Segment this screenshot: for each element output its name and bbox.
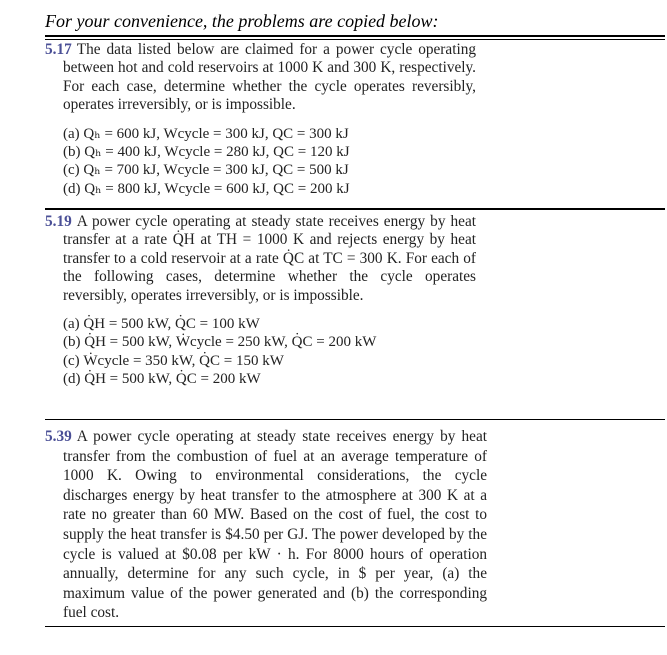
case-d: (d) Qₕ = 800 kJ, Wcycle = 600 kJ, QC = 200 kJ [63, 180, 350, 197]
case-d: (d) Q̇H = 500 kW, Q̇C = 200 kW [63, 371, 261, 388]
case-b: (b) Q̇H = 500 kW, Ẇcycle = 250 kW, Q̇C = 200 kW [63, 334, 377, 351]
problem-5-19-cases [63, 315, 476, 389]
header-rule-bottom [45, 39, 665, 40]
case-c: (c) Ẇcycle = 350 kW, Q̇C = 150 kW [63, 352, 284, 369]
case-b: (b) Qₕ = 400 kJ, Wcycle = 280 kJ, QC = 120 kJ [63, 144, 350, 161]
problem-number: 5.39 [45, 428, 72, 445]
header-rule-top [45, 35, 665, 37]
problem-5-17-cases [63, 125, 476, 199]
problem-number: 5.19 [45, 213, 72, 230]
problem-text: A power cycle operating at steady state receives energy by heat transfer from the combustion of fuel at an average temperature of 1000 K. Owing to environmental considerations, the cycle discharges energy by heat transfer to the atmosphere at 300 K at a rate no greater than 60 MW. Based on the cost of fuel, the cost to supply the heat transfer is $4.50 per GJ. The power developed by the cycle is valued at $0.08 per kW · h. For 8000 hours of operation annually, determine for any such cycle, in $ per year, (a) the maximum value of the power generated and (b) the corresponding fuel cost. [63, 428, 487, 622]
problem-number: 5.17 [45, 41, 72, 58]
problem-5-39-statement [45, 427, 487, 623]
problem-5-19 [45, 213, 476, 389]
case-a: (a) Q̇H = 500 kW, Q̇C = 100 kW [63, 316, 260, 333]
problem-text: The data listed below are claimed for a power cycle operating between hot and cold reservoirs at 1000 K and 300 K, respectively. For each case, determine whether the cycle operates reversibly, operates irreversibly, or is impossible. [63, 41, 476, 114]
problem-5-39 [45, 427, 487, 623]
problem-5-19-statement [45, 213, 476, 305]
problem-text: A power cycle operating at steady state receives energy by heat transfer at a rate Q̇H at TH = 1000 K and rejects energy by heat transfer to a cold reservoir at a rate Q̇C at TC = 300 K. For each of the following cases, determine whether the cycle operates reversibly, operates irreversibly, or is impossible. [63, 213, 476, 304]
problem-5-17 [45, 41, 476, 198]
divider-bottom [45, 626, 665, 627]
case-c: (c) Qₕ = 700 kJ, Wcycle = 300 kJ, QC = 500 kJ [63, 162, 349, 179]
divider-after-5-17 [45, 208, 665, 210]
convenience-note: For your convenience, the problems are copied below: [45, 11, 439, 31]
case-a: (a) Qₕ = 600 kJ, Wcycle = 300 kJ, QC = 300 kJ [63, 125, 349, 142]
divider-after-5-19 [45, 419, 665, 420]
problem-5-17-statement [45, 41, 476, 115]
